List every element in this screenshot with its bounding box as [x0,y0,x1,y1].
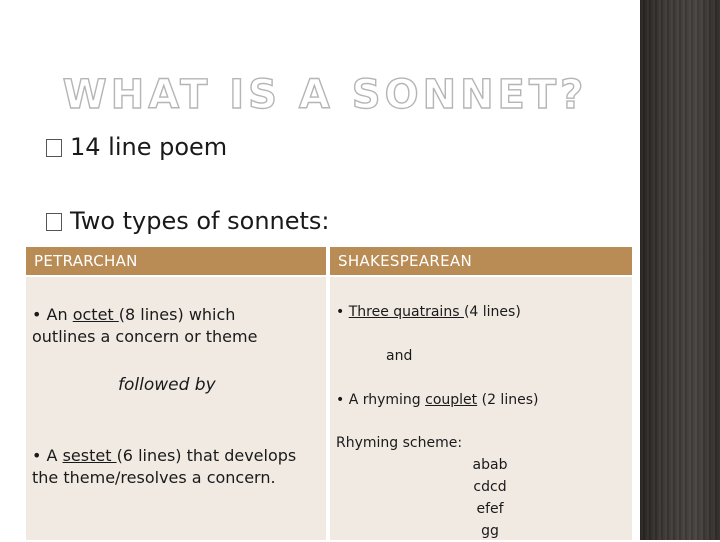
table-cell-shakespearean [330,277,632,540]
and-text: and [386,348,413,364]
octet-description: • An octet (8 lines) which outlines a concern or theme [32,305,258,346]
rhyme-line: abab [472,457,508,473]
checkbox-glyph-icon [46,139,62,157]
bullet-text: 14 line poem [70,133,228,161]
slide-title [62,68,588,118]
slide-title-text: WHAT IS A SONNET? [62,72,588,118]
rhyme-line: efef [476,501,504,517]
couplet-description: • A rhyming couplet (2 lines) [336,392,539,408]
bullet-text: Two types of sonnets: [70,207,330,235]
rhyme-line: cdcd [473,479,507,495]
quatrains-description: • Three quatrains (4 lines) [336,304,521,320]
bullet-item-2 [46,207,330,235]
sidebar-shading [640,0,720,540]
sestet-description: • A sestet (6 lines) that develops the theme/resolves a concern. [32,446,297,487]
checkbox-glyph-icon [46,213,62,231]
sonnet-types-table [26,247,632,540]
table-cell-petrarchan [26,277,326,540]
table-header-petrarchan: PETRARCHAN [26,247,326,275]
rhyme-scheme-label: Rhyming scheme: [336,435,463,451]
rhyme-line: gg [481,523,499,539]
table-header-shakespearean: SHAKESPEAREAN [330,247,632,275]
followed-by-text: followed by [118,375,216,395]
bullet-item-1 [46,133,227,161]
